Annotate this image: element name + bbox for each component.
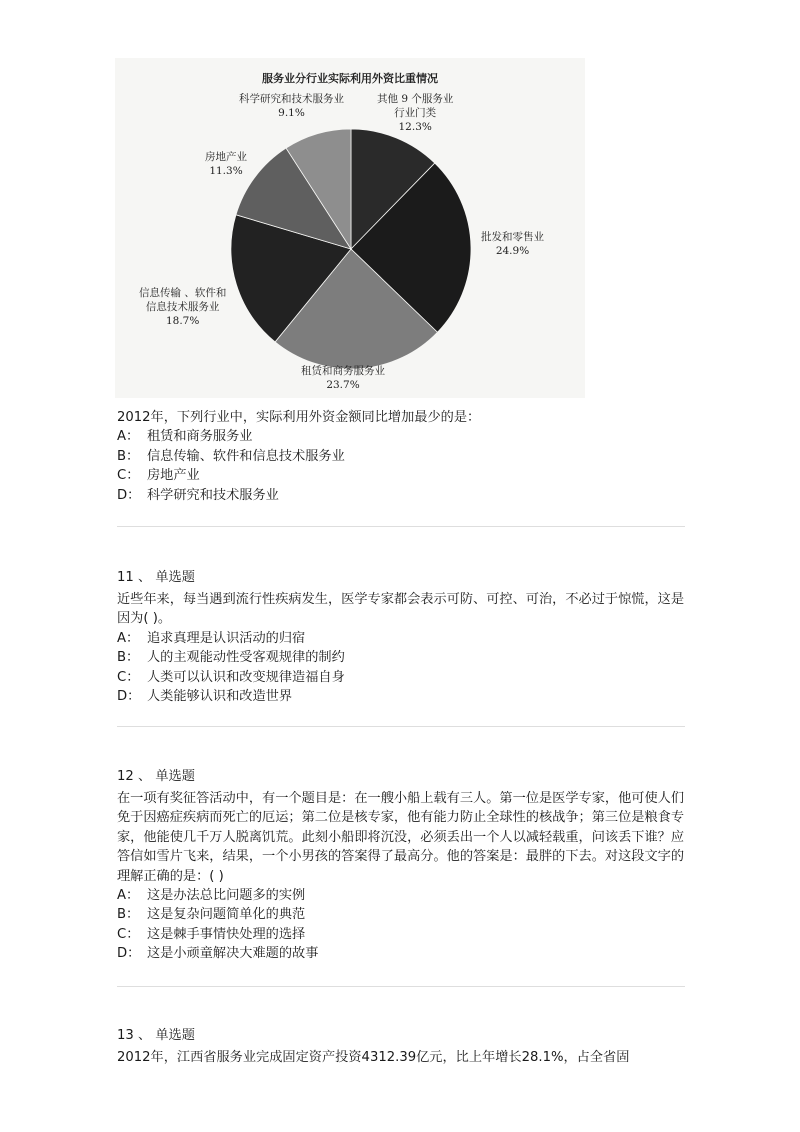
question-stem: 近些年来，每当遇到流行性疾病发生，医学专家都会表示可防、可控、可治，不必过于惊慌，这是因为( )。 xyxy=(117,592,685,627)
option-d[interactable]: D： 人类能够认识和改造世界 xyxy=(117,689,293,705)
question-10 xyxy=(117,408,687,505)
pct-info: 18.7% xyxy=(165,315,200,327)
question-stem: 在一项有奖征答活动中，有一个题目是：在一艘小船上载有三人。第一位是医学专家，他可使人们免于因癌症疾病而死亡的厄运；第二位是核专家，他有能力防止全球性的核战争；第三位是粮食专家，他能使几千万人脱离饥荒。此刻小船即将沉没，必须丢出一个人以减轻载重，问该丢下谁？应答信如雪片飞来，结果，一个小男孩的答案得了最高分。他的答案是：最胖的下去。对这段文字的理解正确的是：( ) xyxy=(117,791,685,884)
option-b[interactable]: B： 人的主观能动性受客观规律的制约 xyxy=(117,650,345,666)
question-12-header: 12 、 单选题 xyxy=(117,769,195,784)
label-realestate: 房地产业 11.3% xyxy=(205,151,247,177)
option-d[interactable]: D： 这是小顽童解决大难题的故事 xyxy=(117,946,319,962)
pie-chart-figure xyxy=(115,58,585,398)
pie-chart xyxy=(115,58,585,398)
label-wholesale: 批发和零售业 24.9% xyxy=(481,231,544,257)
question-13-header: 13 、 单选题 xyxy=(117,1028,195,1043)
label-info: 信息传输 、软件和 信息技术服务业 18.7% xyxy=(139,287,227,327)
question-13 xyxy=(117,1048,687,1067)
option-c[interactable]: C： 这是棘手事情快处理的选择 xyxy=(117,926,306,942)
option-a[interactable]: A： 租赁和商务服务业 xyxy=(117,429,253,445)
pct-science: 9.1% xyxy=(278,107,305,119)
label-other: 其他 9 个服务业 行业门类 12.3% xyxy=(377,93,454,133)
pct-other: 12.3% xyxy=(398,121,432,133)
divider xyxy=(117,526,685,527)
option-b[interactable]: B： 这是复杂问题简单化的典范 xyxy=(117,907,306,923)
pct-leasing: 23.7% xyxy=(326,379,360,391)
question-12 xyxy=(117,789,687,964)
question-stem: 2012年，下列行业中，实际利用外资金额同比增加最少的是： xyxy=(117,410,481,425)
option-b[interactable]: B： 信息传输、软件和信息技术服务业 xyxy=(117,448,345,464)
divider xyxy=(117,726,685,727)
option-d[interactable]: D： 科学研究和技术服务业 xyxy=(117,487,279,503)
label-science: 科学研究和技术服务业 9.1% xyxy=(239,93,344,119)
divider xyxy=(117,986,685,987)
pct-realestate: 11.3% xyxy=(209,165,243,177)
label-leasing: 租赁和商务服务业 23.7% xyxy=(301,365,385,391)
chart-title: 服务业分行业实际利用外资比重情况 xyxy=(262,72,438,85)
option-c[interactable]: C： 房地产业 xyxy=(117,468,200,484)
pct-wholesale: 24.9% xyxy=(495,245,530,257)
option-c[interactable]: C： 人类可以认识和改变规律造福自身 xyxy=(117,669,345,685)
option-a[interactable]: A： 这是办法总比问题多的实例 xyxy=(117,888,306,904)
question-stem: 2012年，江西省服务业完成固定资产投资4312.39亿元，比上年增长28.1%，占全省固 xyxy=(117,1050,630,1065)
option-a[interactable]: A： 追求真理是认识活动的归宿 xyxy=(117,630,306,646)
question-11-header: 11 、 单选题 xyxy=(117,570,195,585)
question-11 xyxy=(117,590,687,706)
